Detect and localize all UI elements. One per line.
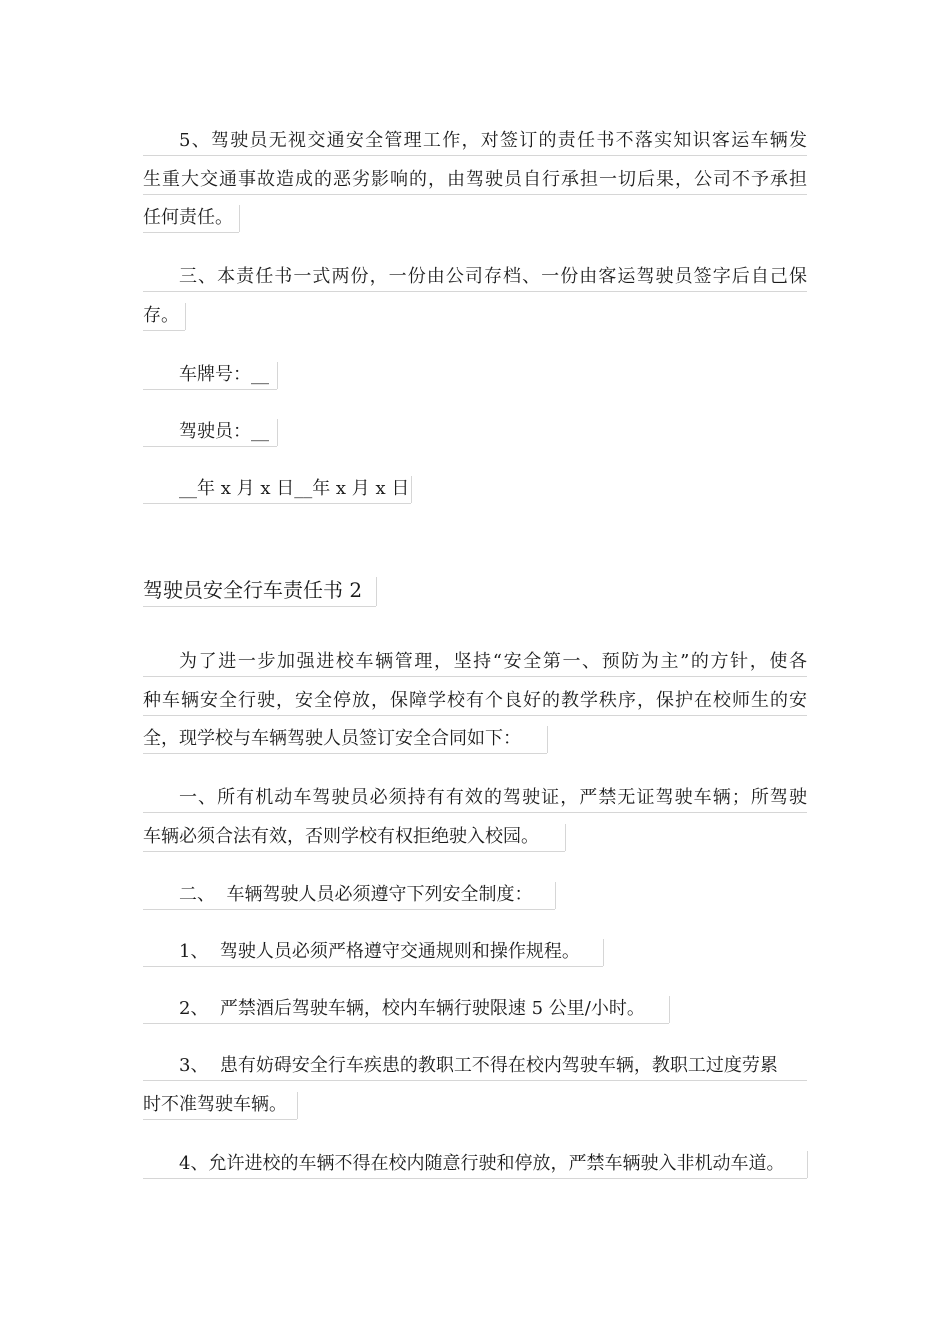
line-text: 时不准驾驶车辆。	[143, 1093, 287, 1115]
date-text: __年 x 月 x 日__年 x 月 x 日	[179, 478, 410, 499]
line-text: 车辆必须合法有效，否则学校有权拒绝驶入校园。	[143, 825, 539, 847]
line-text: 存。	[143, 304, 179, 326]
line-text: 种车辆安全行驶，安全停放，保障学校有个良好的教学秩序，保护在校师生的安	[143, 689, 807, 711]
line-text: 三、本责任书一式两份，一份由公司存档、一份由客运驾驶员签字后自己保	[179, 266, 807, 287]
text-line	[143, 720, 807, 759]
paragraph-intro	[143, 643, 807, 759]
line-text: 全，现学校与车辆驾驶人员签订安全合同如下：	[143, 728, 521, 749]
line-text: 1、 驾驶人员必须严格遵守交通规则和操作规程。	[179, 941, 580, 962]
line-text: 二、 车辆驾驶人员必须遵守下列安全制度：	[179, 884, 533, 905]
paragraph-point-2	[143, 876, 807, 915]
driver-label: 驾驶员：__	[179, 421, 269, 442]
plate-number-line	[143, 356, 807, 395]
line-text: 任何责任。	[143, 207, 233, 228]
text-line	[143, 1086, 807, 1125]
line-text: 3、 患有妨碍安全行车疾患的教职工不得在校内驾驶车辆，教职工过度劳累	[179, 1055, 778, 1076]
text-line	[143, 643, 807, 682]
rule-1	[143, 933, 807, 972]
line-text: 4、允许进校的车辆不得在校内随意行驶和停放，严禁车辆驶入非机动车道。	[179, 1153, 785, 1174]
paragraph-point-1	[143, 779, 807, 856]
rule-2	[143, 990, 807, 1029]
rule-3	[143, 1047, 807, 1124]
line-text: 一、所有机动车驾驶员必须持有有效的驾驶证，严禁无证驾驶车辆；所驾驶	[179, 787, 807, 808]
text-line	[143, 1047, 807, 1086]
section-title-text: 驾驶员安全行车责任书 2	[143, 578, 363, 602]
rule-4	[143, 1145, 807, 1184]
section-title	[143, 575, 362, 605]
text-line	[143, 682, 807, 721]
line-text: 为了进一步加强进校车辆管理，坚持“安全第一、预防为主”的方针，使各	[179, 651, 807, 672]
paragraph-item-3	[143, 258, 807, 335]
date-line	[143, 470, 807, 509]
plate-number-label: 车牌号：__	[179, 364, 269, 385]
line-text: 2、 严禁酒后驾驶车辆，校内车辆行驶限速 5 公里/小时。	[179, 998, 645, 1019]
text-line	[143, 258, 807, 297]
driver-line	[143, 413, 807, 452]
paragraph-item-5	[143, 122, 807, 238]
text-line	[143, 161, 807, 200]
text-line	[143, 199, 807, 238]
text-line	[143, 297, 807, 336]
text-line	[143, 122, 807, 161]
text-line	[143, 779, 807, 818]
line-text: 5、驾驶员无视交通安全管理工作，对签订的责任书不落实知识客运车辆发	[179, 130, 807, 151]
line-text: 生重大交通事故造成的恶劣影响的，由驾驶员自行承担一切后果，公司不予承担	[143, 168, 807, 190]
text-line	[143, 818, 807, 857]
